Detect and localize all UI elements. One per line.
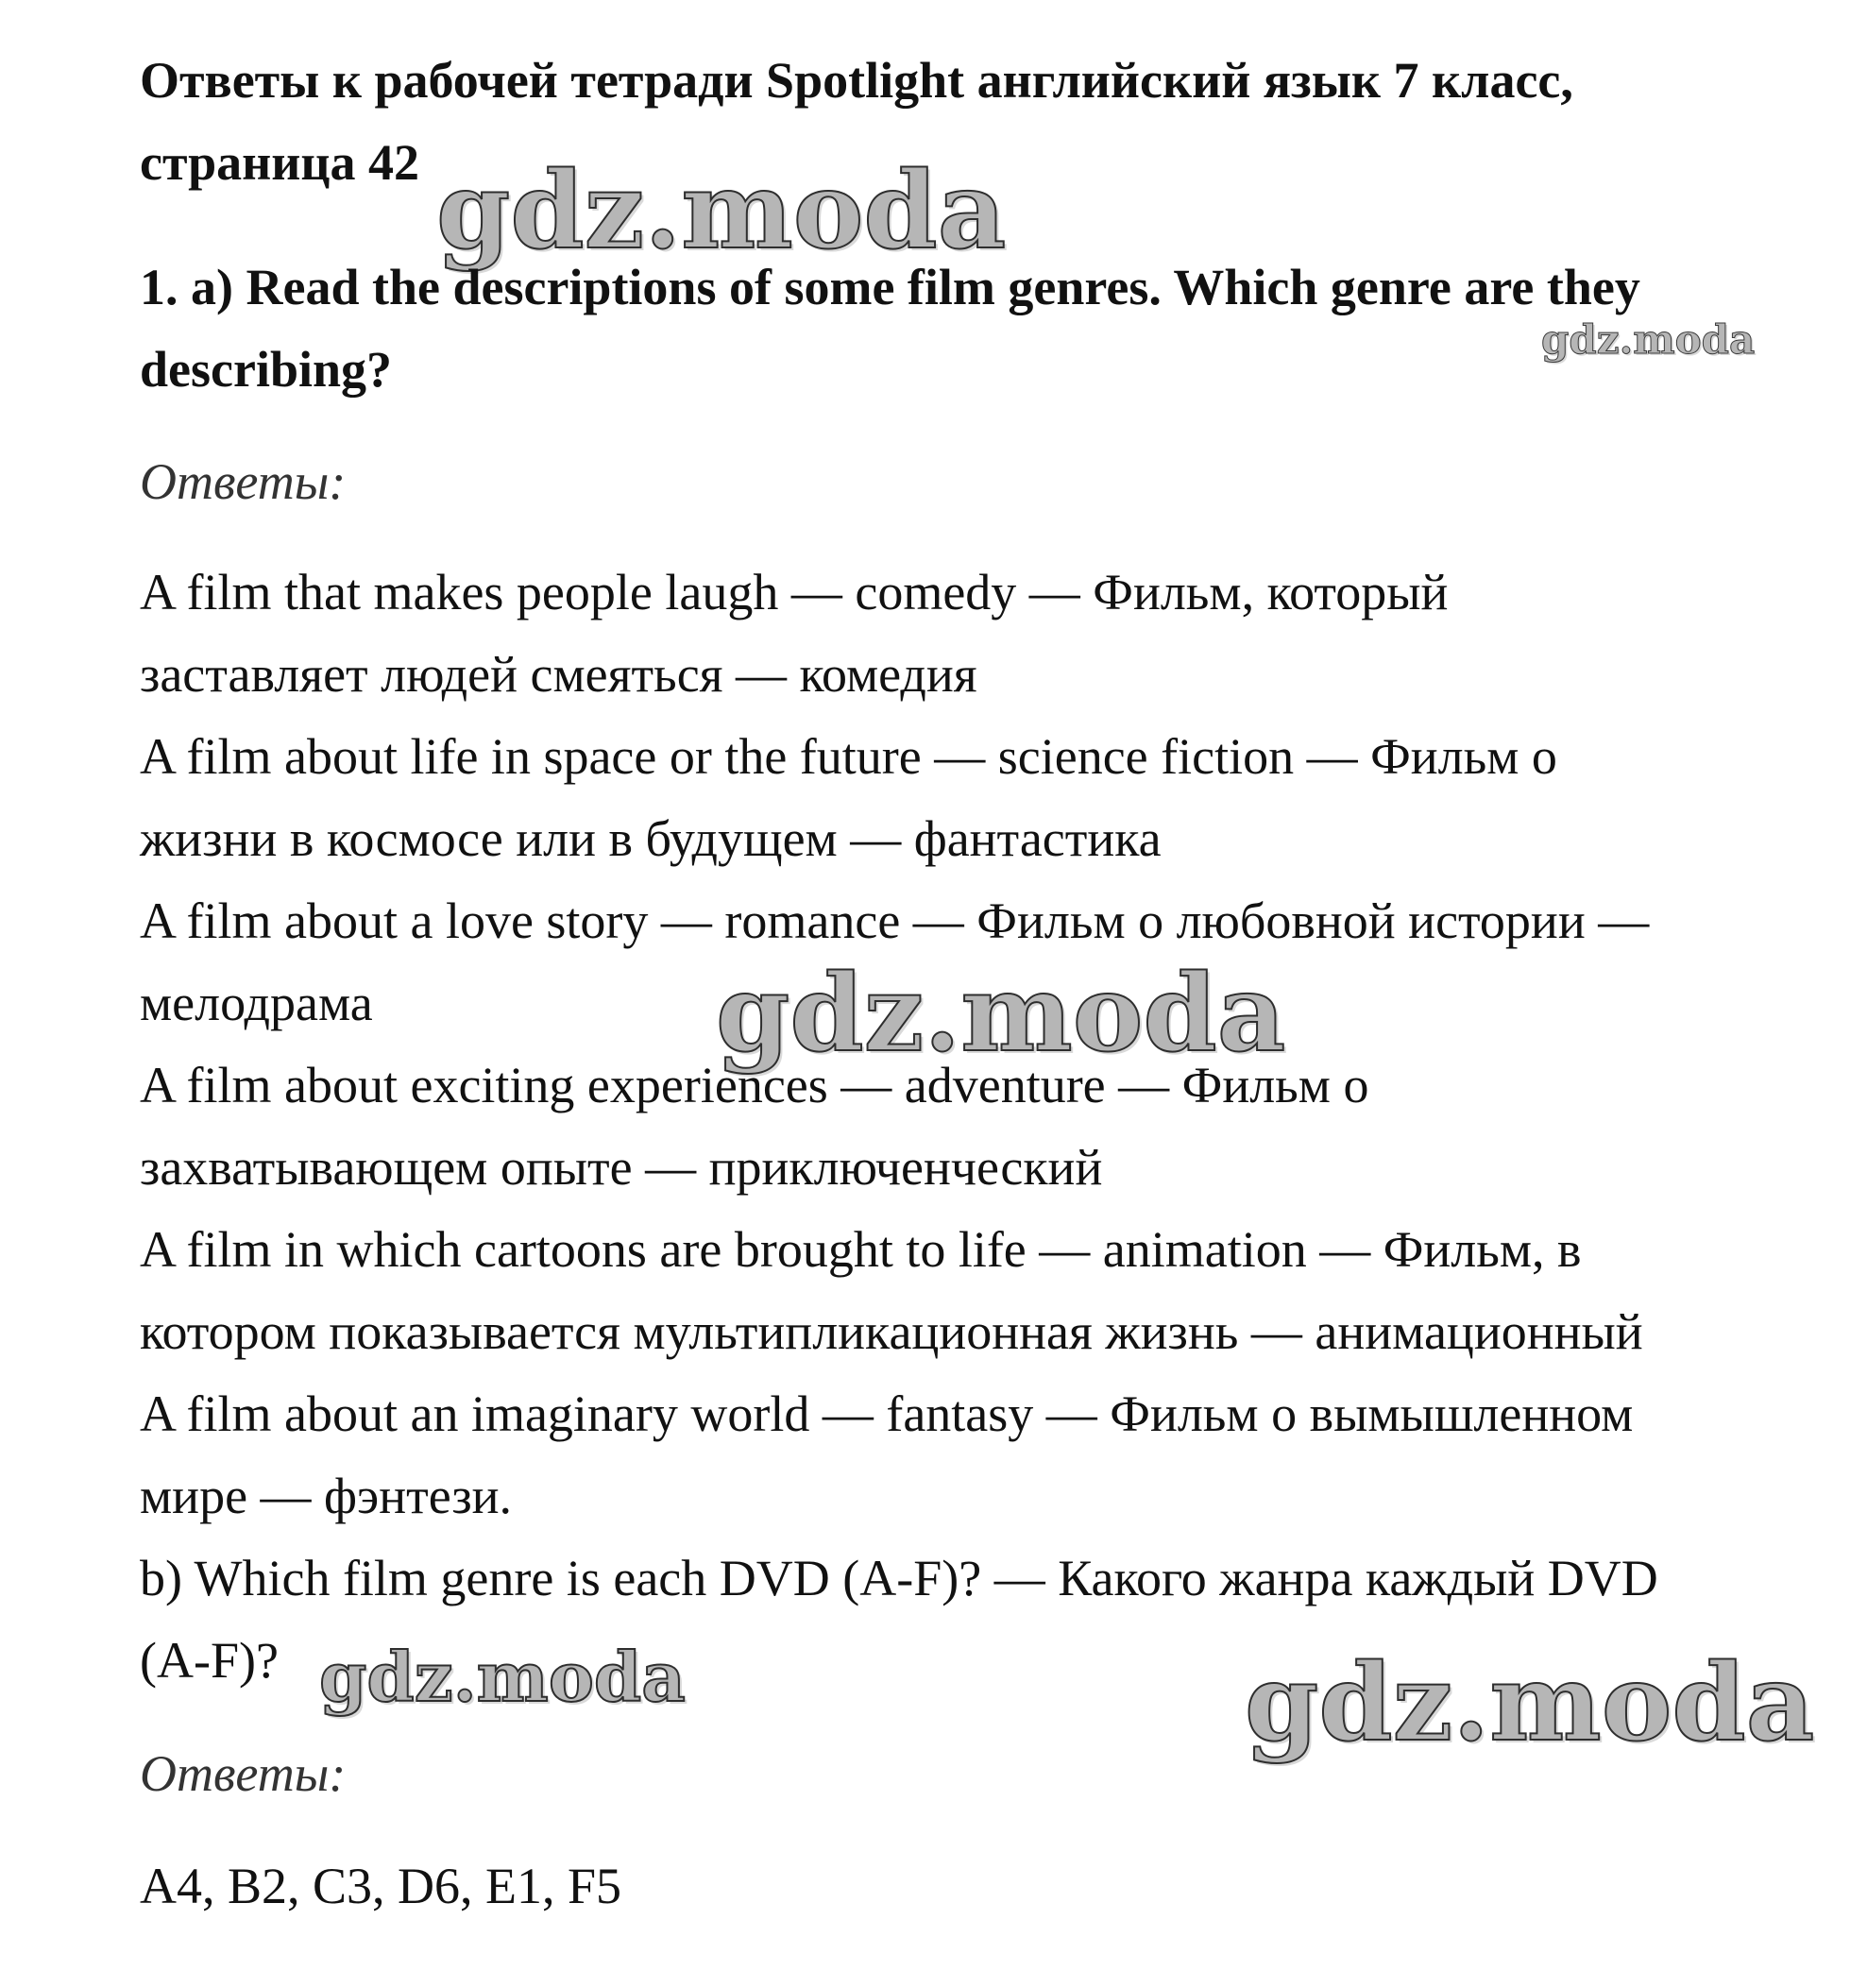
document-title-line-1: Ответы к рабочей тетради Spotlight английский язык 7 класс,: [140, 52, 1573, 109]
watermark: gdz.moda: [319, 1637, 686, 1717]
answers-label: Ответы:: [140, 453, 347, 510]
watermark: gdz.moda: [436, 149, 1007, 273]
answer-line: A film in which cartoons are brought to life — animation — Фильм, в: [140, 1221, 1582, 1278]
answer-line: A film that makes people laugh — comedy — Фильм, который: [140, 564, 1449, 620]
task-1b-heading-line-1: b) Which film genre is each DVD (A-F)? — Какого жанра каждый DVD: [140, 1550, 1658, 1606]
answer-line: A film about a love story — romance — Фильм о любовной истории —: [140, 892, 1650, 949]
answer-line: A4, B2, C3, D6, E1, F5: [140, 1858, 622, 1914]
document-title-line-2: страница 42: [140, 134, 420, 191]
answer-line: котором показывается мультипликационная жизнь — анимационный: [140, 1303, 1643, 1360]
answer-line: мелодрама: [140, 975, 373, 1031]
answer-line: мире — фэнтези.: [140, 1468, 513, 1524]
watermark: gdz.moda: [716, 952, 1286, 1076]
task-1b-heading-line-2: (A-F)?: [140, 1632, 279, 1689]
answer-line: захватывающем опыте — приключенческий: [140, 1139, 1103, 1196]
watermark: gdz.moda: [1541, 316, 1756, 363]
answers-label: Ответы:: [140, 1745, 347, 1802]
answer-line: A film about exciting experiences — adventure — Фильм о: [140, 1057, 1369, 1113]
answer-line: A film about life in space or the future — science fiction — Фильм о: [140, 728, 1557, 785]
answer-line: заставляет людей смеяться — комедия: [140, 646, 977, 703]
answer-line: жизни в космосе или в будущем — фантастика: [140, 810, 1162, 867]
task-1a-heading-line-2: describing?: [140, 341, 393, 398]
task-1a-heading-line-1: 1. a) Read the descriptions of some film genres. Which genre are they: [140, 259, 1640, 315]
watermark: gdz.moda: [1245, 1641, 1815, 1765]
answer-line: A film about an imaginary world — fantasy — Фильм о вымышленном: [140, 1385, 1634, 1442]
